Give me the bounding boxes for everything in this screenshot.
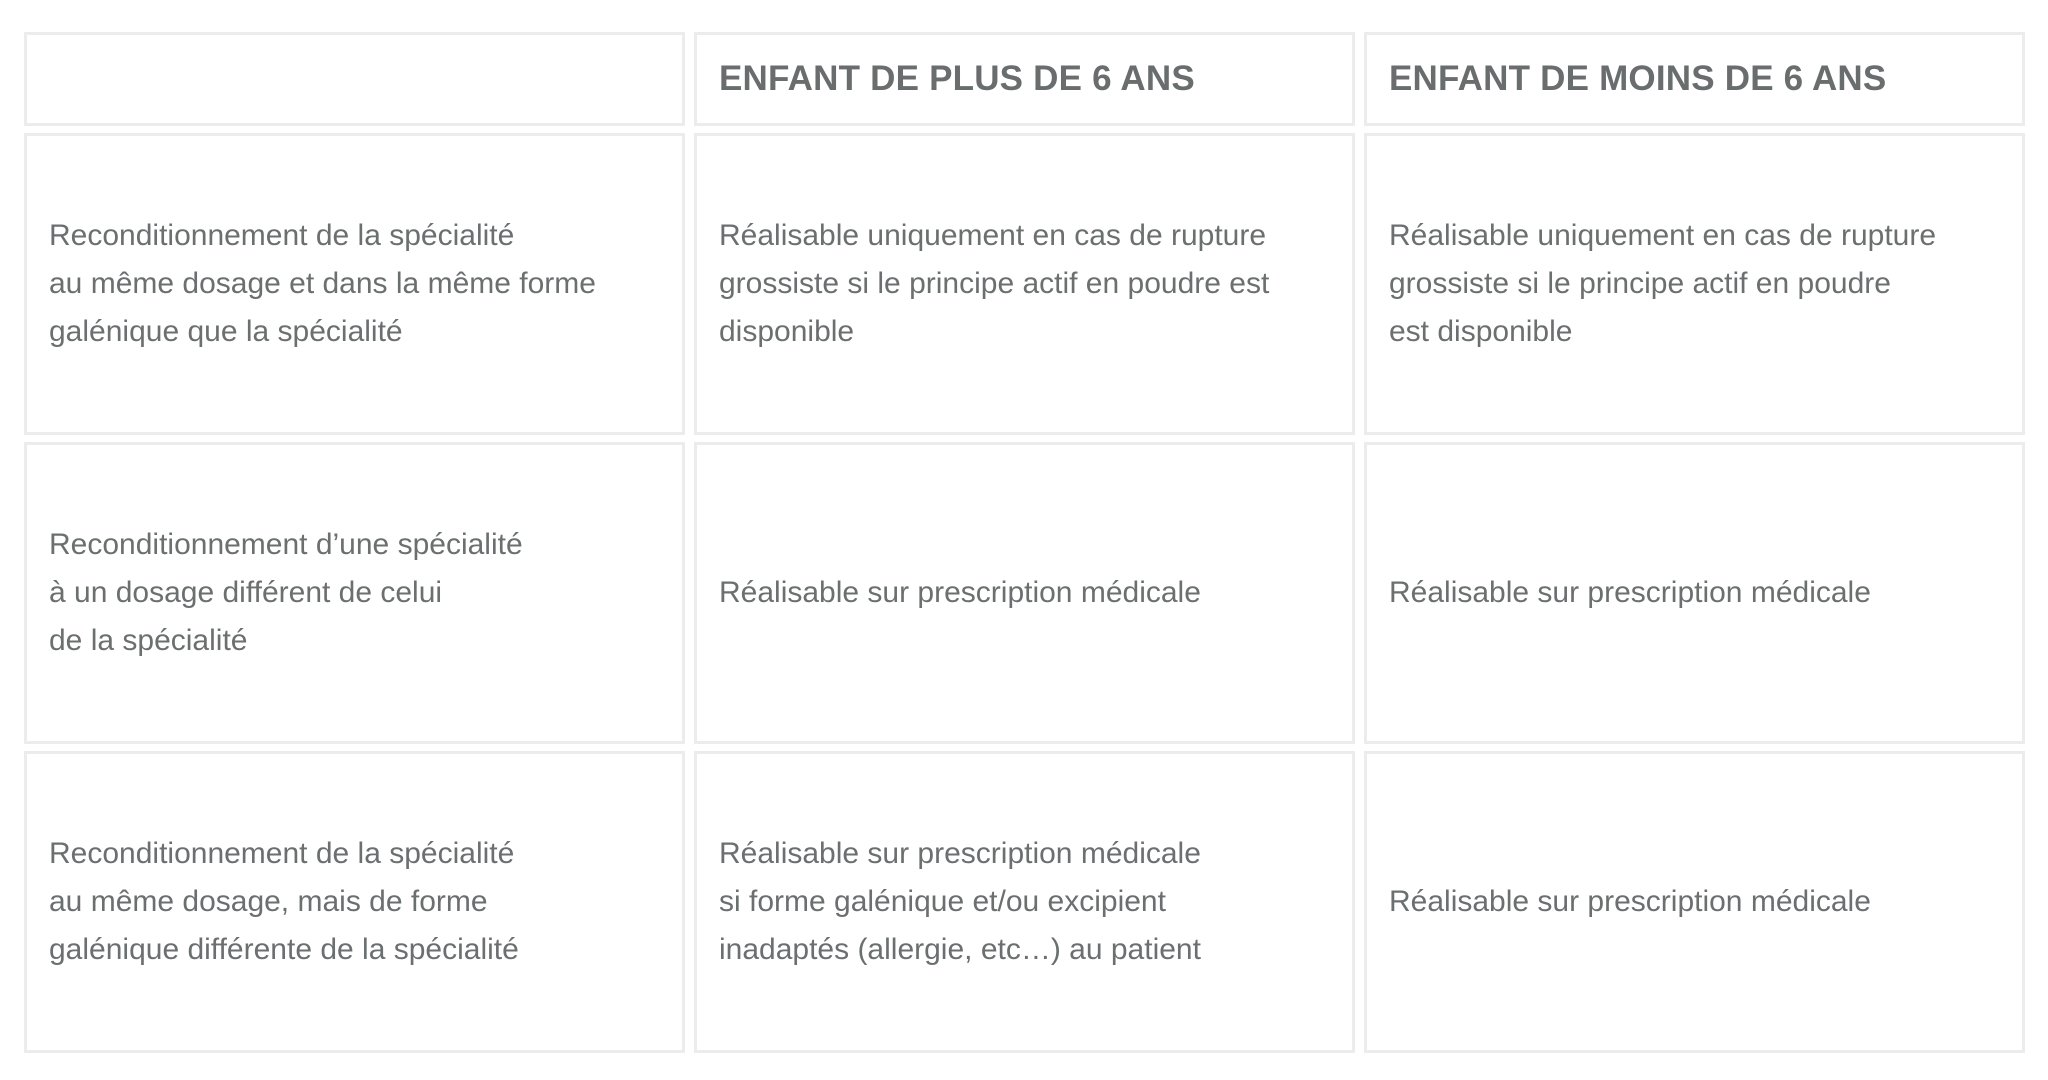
row-3-over-6-line: inadaptés (allergie, etc…) au patient: [719, 933, 1201, 966]
row-2-over-6-text: [719, 569, 1201, 617]
row-3-over-6-line: si forme galénique et/ou excipient: [719, 885, 1166, 918]
row-3-label-line: Reconditionnement de la spécialité: [49, 837, 515, 870]
row-2-label-line: Reconditionnement d’une spécialité: [49, 528, 523, 561]
row-1-under-6-line: grossiste si le principe actif en poudre: [1389, 267, 1891, 300]
header-under-6-label: ENFANT DE MOINS DE 6 ANS: [1389, 59, 1887, 98]
table-header-corner: [24, 32, 685, 126]
comparison-table: [24, 32, 2026, 1053]
row-1-over-6-line: Réalisable uniquement en cas de rupture: [719, 219, 1267, 252]
row-2-label-line: à un dosage différent de celui: [49, 576, 443, 609]
row-1-label-cell: [24, 133, 685, 435]
row-1-over-6-text: [719, 212, 1269, 356]
row-1-label: [49, 212, 596, 356]
row-3-under-6-line: Réalisable sur prescription médicale: [1389, 885, 1871, 918]
row-1-under-6-line: Réalisable uniquement en cas de rupture: [1389, 219, 1937, 252]
row-1-under-6-line: est disponible: [1389, 315, 1573, 348]
row-2-label-line: de la spécialité: [49, 624, 248, 657]
row-1-over-6-line: grossiste si le principe actif en poudre est: [719, 267, 1270, 300]
row-3-label-line: au même dosage, mais de forme: [49, 885, 488, 918]
row-2-under-6-cell: [1364, 442, 2025, 744]
row-3-over-6-cell: [694, 751, 1355, 1053]
table-header-under-6: [1364, 32, 2025, 126]
header-over-6-label: ENFANT DE PLUS DE 6 ANS: [719, 59, 1195, 98]
row-3-label-line: galénique différente de la spécialité: [49, 933, 519, 966]
row-1-under-6-text: [1389, 212, 1936, 356]
row-3-over-6-line: Réalisable sur prescription médicale: [719, 837, 1201, 870]
row-2-label: [49, 521, 523, 665]
row-2-over-6-cell: [694, 442, 1355, 744]
row-3-label: [49, 830, 519, 974]
row-3-over-6-text: [719, 830, 1201, 974]
row-1-label-line: galénique que la spécialité: [49, 315, 403, 348]
row-1-over-6-line: disponible: [719, 315, 855, 348]
row-2-label-cell: [24, 442, 685, 744]
row-2-under-6-text: [1389, 569, 1871, 617]
table-header-over-6: [694, 32, 1355, 126]
row-1-label-line: au même dosage et dans la même forme: [49, 267, 596, 300]
row-1-under-6-cell: [1364, 133, 2025, 435]
row-3-under-6-cell: [1364, 751, 2025, 1053]
row-3-under-6-text: [1389, 878, 1871, 926]
row-1-label-line: Reconditionnement de la spécialité: [49, 219, 515, 252]
row-2-over-6-line: Réalisable sur prescription médicale: [719, 576, 1201, 609]
row-2-under-6-line: Réalisable sur prescription médicale: [1389, 576, 1871, 609]
row-3-label-cell: [24, 751, 685, 1053]
row-1-over-6-cell: [694, 133, 1355, 435]
